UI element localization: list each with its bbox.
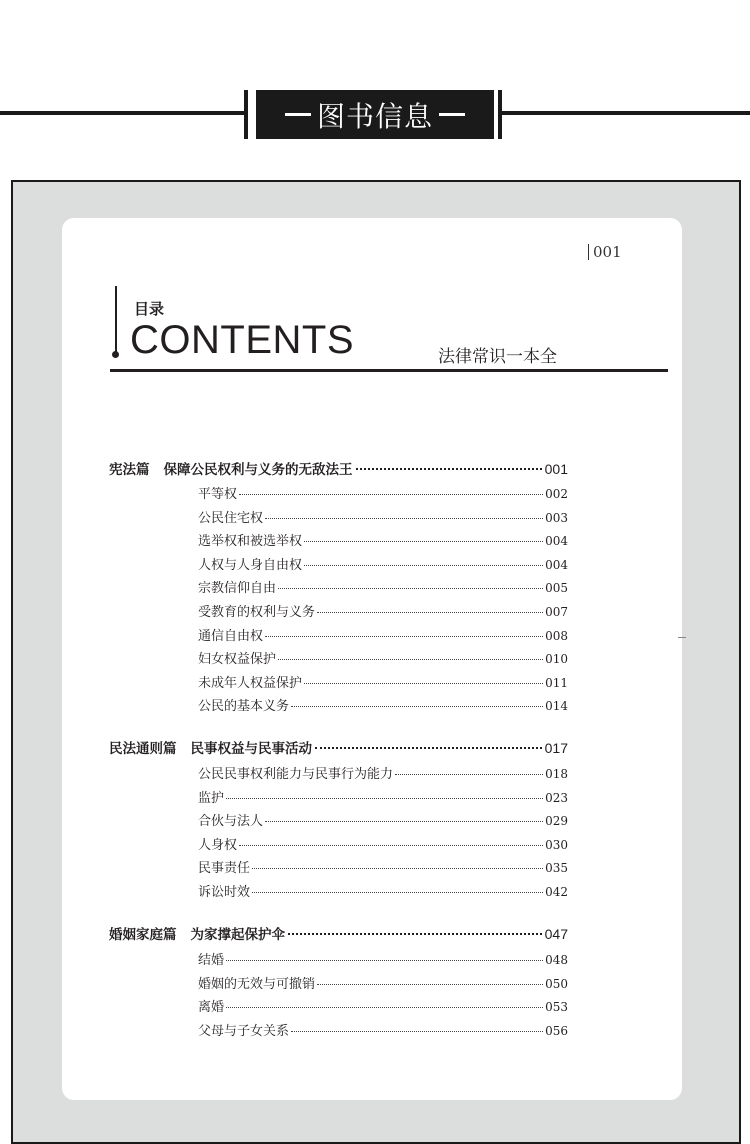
toc-chapter[interactable]	[109, 923, 568, 945]
toc-item[interactable]	[198, 695, 568, 715]
toc-leader-dots	[315, 747, 542, 749]
toc-leader-dots	[304, 565, 543, 566]
banner	[256, 90, 494, 139]
toc-item-title: 人权与人身自由权	[198, 557, 303, 573]
toc-item[interactable]	[198, 787, 568, 807]
toc-item-title: 受教育的权利与义务	[198, 605, 316, 620]
toc-leader-dots	[226, 1007, 543, 1008]
toc-item-title: 合伙与法人	[198, 814, 264, 830]
toc-item-page: 042	[545, 885, 568, 899]
toc-item[interactable]	[198, 763, 568, 783]
toc-item-page: 011	[545, 675, 568, 690]
toc-item[interactable]	[198, 1020, 568, 1040]
toc-item-page: 008	[545, 628, 568, 643]
toc-item-page: 029	[545, 814, 568, 829]
toc-chapter-page: 047	[544, 926, 568, 942]
book-page	[62, 218, 682, 1100]
toc-item-title: 宗教信仰自由	[198, 581, 277, 597]
toc-item-page: 048	[545, 953, 568, 967]
toc-item[interactable]	[198, 648, 568, 668]
toc-item-title: 婚姻的无效与可撤销	[198, 976, 316, 992]
toc-leader-dots	[395, 774, 543, 775]
toc-item[interactable]	[198, 601, 568, 621]
toc-item-page: 023	[545, 790, 568, 805]
toc-leader-dots	[239, 845, 543, 846]
toc-item-page: 035	[545, 861, 568, 876]
toc-leader-dots	[291, 1031, 543, 1032]
toc-item-title: 未成年人权益保护	[198, 675, 303, 691]
toc-chapter-part: 民法通则篇	[109, 741, 177, 757]
toc-item-title: 监护	[198, 790, 225, 806]
toc-chapter-part: 宪法篇	[109, 462, 150, 478]
toc-item[interactable]	[198, 949, 568, 969]
banner-rule-right	[502, 111, 750, 115]
toc-item[interactable]	[198, 672, 568, 692]
toc-leader-dots	[278, 588, 543, 589]
toc-item[interactable]	[198, 996, 568, 1016]
side-tick-mark	[678, 637, 686, 638]
banner-bar-left	[244, 90, 248, 139]
contents-dot	[112, 351, 119, 358]
toc-leader-dots	[304, 683, 543, 684]
toc-leader-dots	[239, 494, 543, 495]
banner-title: 图书信息	[316, 99, 433, 133]
contents-label-cn: 目录	[134, 300, 165, 318]
toc-item-page: 002	[545, 487, 568, 501]
toc-item-page: 007	[545, 605, 568, 619]
toc-leader-dots	[288, 933, 542, 935]
toc-leader-dots	[265, 636, 543, 637]
toc-leader-dots	[252, 892, 543, 893]
toc-item-title: 妇女权益保护	[198, 652, 277, 668]
toc-leader-dots	[291, 706, 543, 707]
toc-item-title: 平等权	[198, 487, 238, 502]
toc-chapter-title: 为家撑起保护伞	[190, 927, 285, 943]
toc-leader-dots	[317, 984, 543, 985]
toc-leader-dots	[278, 659, 543, 660]
toc-item-title: 通信自由权	[198, 628, 264, 644]
toc-chapter-page: 001	[544, 461, 568, 477]
banner-dash-right	[439, 113, 465, 116]
toc-leader-dots	[226, 798, 543, 799]
toc-leader-dots	[265, 821, 543, 822]
toc-leader-dots	[265, 518, 543, 519]
toc-item-title: 公民的基本义务	[198, 699, 290, 715]
toc-item-page: 004	[545, 557, 568, 572]
toc-item-page: 004	[545, 534, 568, 549]
toc-item-title: 离婚	[198, 1000, 225, 1016]
contents-label-en: CONTENTS	[130, 318, 354, 362]
toc-item[interactable]	[198, 834, 568, 854]
contents-rule	[110, 369, 668, 372]
toc-chapter-page: 017	[544, 740, 568, 756]
toc-chapter-title: 保障公民权利与义务的无敌法王	[163, 462, 353, 478]
toc-item-page: 010	[545, 652, 568, 667]
toc-item[interactable]	[198, 577, 568, 597]
page-number: 001	[588, 244, 622, 260]
toc-item-title: 选举权和被选举权	[198, 534, 303, 550]
banner-dash-left	[285, 113, 311, 116]
toc-leader-dots	[304, 541, 543, 542]
toc-item[interactable]	[198, 973, 568, 993]
toc-leader-dots	[252, 868, 543, 869]
toc-leader-dots	[317, 612, 543, 613]
toc-item-page: 053	[545, 1000, 568, 1015]
toc-item[interactable]	[198, 507, 568, 527]
toc-item-page: 005	[545, 581, 568, 596]
toc-item-title: 诉讼时效	[198, 885, 251, 900]
toc-chapter[interactable]	[109, 737, 568, 759]
toc-item-title: 人身权	[198, 837, 238, 853]
toc-item-page: 050	[545, 976, 568, 991]
toc-chapter-part: 婚姻家庭篇	[109, 927, 177, 943]
toc-item-title: 民事责任	[198, 861, 251, 877]
banner-rule-left	[0, 111, 246, 115]
toc-item[interactable]	[198, 881, 568, 901]
toc-item[interactable]	[198, 810, 568, 830]
toc-item-title: 公民民事权利能力与民事行为能力	[198, 767, 394, 782]
toc-chapter[interactable]	[109, 458, 568, 480]
toc-item-page: 056	[545, 1023, 568, 1038]
toc-chapter-title: 民事权益与民事活动	[190, 741, 312, 757]
toc-item[interactable]	[198, 625, 568, 645]
toc-item-page: 030	[545, 837, 568, 852]
book-title: 法律常识一本全	[438, 347, 557, 367]
toc-item[interactable]	[198, 530, 568, 550]
toc-leader-dots	[226, 960, 543, 961]
contents-vertical-rule	[115, 286, 117, 356]
toc-item-page: 018	[545, 767, 568, 781]
toc-leader-dots	[356, 468, 542, 470]
toc-item[interactable]	[198, 554, 568, 574]
toc-item-title: 结婚	[198, 953, 225, 968]
toc-item-page: 014	[545, 699, 568, 714]
toc-item[interactable]	[198, 857, 568, 877]
toc-item[interactable]	[198, 483, 568, 503]
toc-item-page: 003	[545, 510, 568, 525]
toc-item-title: 公民住宅权	[198, 510, 264, 526]
toc-item-title: 父母与子女关系	[198, 1023, 290, 1039]
